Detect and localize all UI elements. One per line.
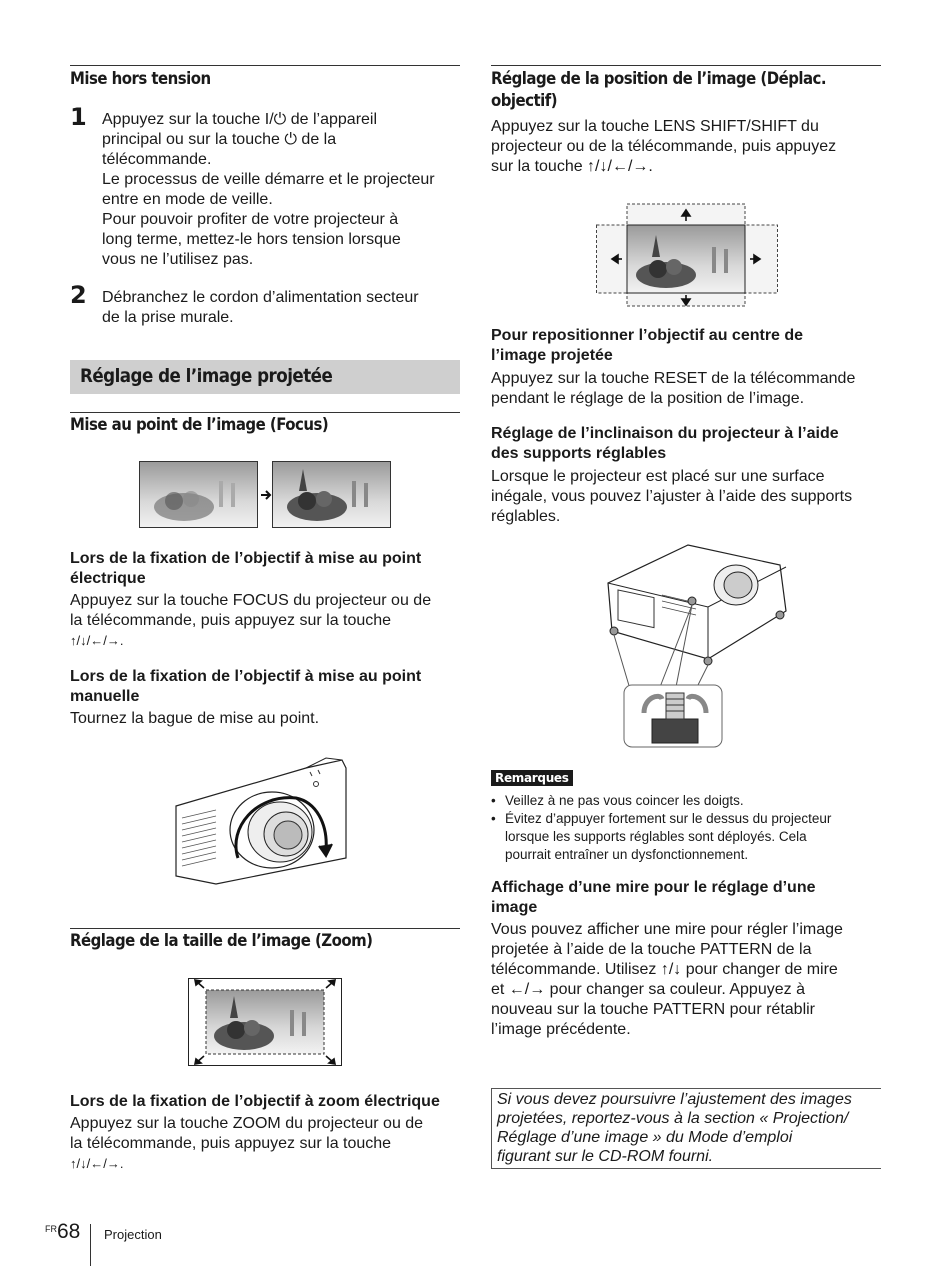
shift-line-1: Appuyez sur la touche LENS SHIFT/SHIFT du [491,118,819,135]
center-line-2: pendant le réglage de la position de l’image. [491,390,805,407]
tip-rule-left [491,1088,492,1168]
zoom-line-1: Appuyez sur la touche ZOOM du projecteur ou de [70,1115,424,1132]
step-1-line-7: long terme, mettez-le hors tension lorsque [102,231,401,248]
footer-page-number: 68 [57,1220,81,1243]
tip-line-2: projetées, reportez-vous à la section « Projection/ [497,1110,849,1127]
footer-lang: FR [45,1224,57,1234]
tilt-title-1: Réglage de l’inclinaison du projecteur à l’aide [491,425,839,442]
rule-zoom [70,928,460,929]
rule-power-off [70,65,460,66]
focus-electric-line-3: ↑/↓/←/→. [70,633,124,648]
tilt-line-1: Lorsque le projecteur est placé sur une surface [491,468,825,485]
center-title-2: l’image projetée [491,347,613,364]
pattern-title-2: image [491,899,538,916]
focus-electric-line-2: la télécommande, puis appuyez sur la touche [70,612,392,629]
tilt-line-2: inégale, vous pouvez l’ajuster à l’aide des supports [491,488,853,505]
tip-rule-bottom [491,1168,881,1169]
focus-ring-illustration [176,758,348,886]
zoom-electric-title: Lors de la fixation de l’objectif à zoom électrique [70,1093,440,1110]
step-1-line-2: principal ou sur la touche ⏻ de la [102,131,337,148]
blurred-image-icon [140,462,258,528]
center-line-1: Appuyez sur la touche RESET de la télécommande [491,370,856,387]
step-2-line-2: de la prise murale. [102,309,234,326]
focus-title: Mise au point de l’image (Focus) [70,415,329,435]
lens-shift-illustration [596,203,778,307]
zoom-title: Réglage de la taille de l’image (Zoom) [70,931,373,951]
tilt-line-3: réglables. [491,508,561,525]
sharp-image-icon [273,462,391,528]
pattern-line-4: et ←/→ pour changer sa couleur. Appuyez à [491,981,805,998]
pattern-line-2: projetée à l’aide de la touche PATTERN de la [491,941,812,958]
focus-manual-line-1: Tournez la bague de mise au point. [70,710,320,727]
tip-line-1: Si vous devez poursuivre l’ajustement des images [497,1091,852,1108]
notes-badge: Remarques [491,770,573,786]
note-2-line-3: pourrait entraîner un dysfonctionnement. [505,847,749,862]
focus-electric-title-1: Lors de la fixation de l’objectif à mise au point [70,550,422,567]
note-2-line-1: Évitez d’appuyer fortement sur le dessus du projecteur [505,811,832,826]
bullet-dot-icon: • [491,811,496,826]
step-2-line-1: Débranchez le cordon d’alimentation secteur [102,289,419,306]
tip-line-4: figurant sur le CD-ROM fourni. [497,1148,714,1165]
step-1-line-5: entre en mode de veille. [102,191,273,208]
step-1-line-8: vous ne l’utilisez pas. [102,251,254,268]
note-1-text: Veillez à ne pas vous coincer les doigts. [505,793,744,808]
step-1-line-1: Appuyez sur la touche I/⏻ de l’appareil [102,111,378,128]
pattern-title-1: Affichage d’une mire pour le réglage d’une [491,879,816,896]
step-1-line-4: Le processus de veille démarre et le projecteur [102,171,435,188]
focus-illustration [139,461,391,529]
pattern-line-5: nouveau sur la touche PATTERN pour rétablir [491,1001,816,1018]
shift-line-3: sur la touche ↑/↓/←/→. [491,158,653,175]
rule-focus [70,412,460,413]
focus-electric-title-2: électrique [70,570,146,587]
section-banner-title: Réglage de l’image projetée [80,365,333,387]
power-off-title: Mise hors tension [70,69,211,89]
zoom-illustration [188,978,342,1066]
arrow-right-icon [261,491,270,499]
shift-title-2: objectif) [491,91,558,111]
pattern-line-1: Vous pouvez afficher une mire pour régler l’image [491,921,843,938]
tilt-title-2: des supports réglables [491,445,667,462]
step-2-number: 2 [70,281,87,309]
tip-rule-top [491,1088,881,1089]
step-1-number: 1 [70,103,87,131]
zoom-line-2: la télécommande, puis appuyez sur la touche [70,1135,392,1152]
tip-line-3: Réglage d’une image » du Mode d’emploi [497,1129,793,1146]
zoom-line-3: ↑/↓/←/→. [70,1156,124,1171]
footer-section: Projection [104,1227,162,1242]
bullet-dot-icon: • [491,793,496,808]
note-2-line-2: lorsque les supports réglables sont déployés. Cela [505,829,807,844]
adjustable-feet-illustration [604,543,788,749]
step-1-line-6: Pour pouvoir profiter de votre projecteur à [102,211,399,228]
rule-shift [491,65,881,66]
center-title-1: Pour repositionner l’objectif au centre de [491,327,804,344]
step-1-line-3: télécommande. [102,151,212,168]
focus-electric-line-1: Appuyez sur la touche FOCUS du projecteur ou de [70,592,432,609]
focus-manual-title-2: manuelle [70,688,140,705]
focus-manual-title-1: Lors de la fixation de l’objectif à mise au point [70,668,422,685]
shift-title-1: Réglage de la position de l’image (Déplac. [491,69,827,89]
pattern-line-3: télécommande. Utilisez ↑/↓ pour changer de mire [491,961,838,978]
shift-line-2: projecteur ou de la télécommande, puis appuyez [491,138,837,155]
section-banner [70,360,460,394]
footer-divider [90,1224,91,1266]
pattern-line-6: l’image précédente. [491,1021,631,1038]
